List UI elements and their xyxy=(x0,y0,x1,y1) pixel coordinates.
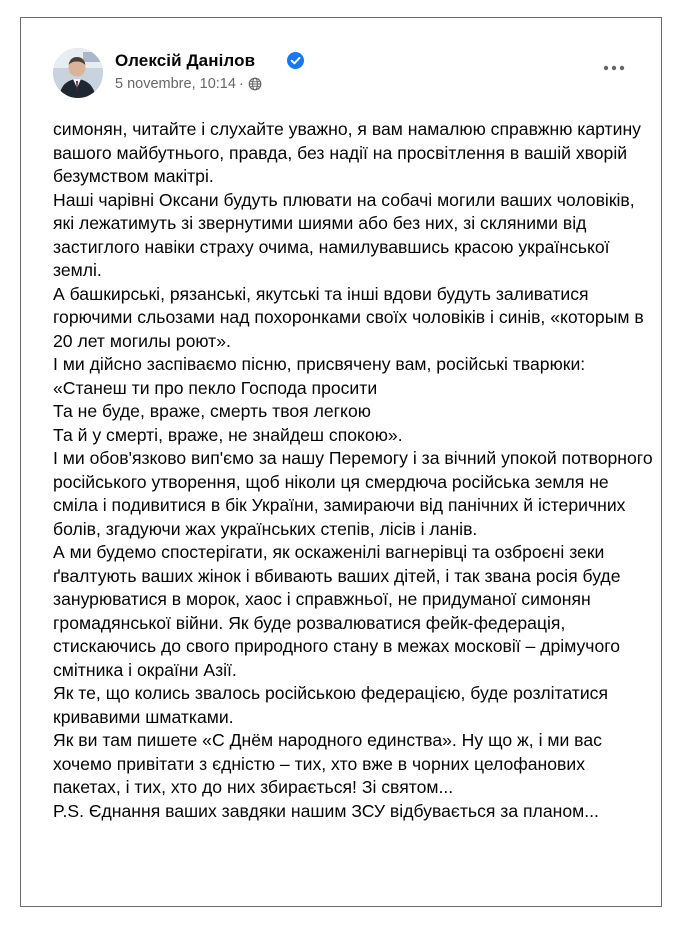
post-text: симонян, читайте і слухайте уважно, я вам намалюю справжню картину вашого майбутнього, правда, без надії на просвітлення в вашій хворій безумством макітрі. Наші чарівні Оксани будуть плювати на собачі могили ваших чоловіків, які лежатимуть зі звернутими шиями або без них, зі скляними від застиглого навіки страху очима, намилувавшись красою української землі. А башкирські, рязанські, якутські та інші вдови будуть заливатися горючими сльозами над похоронками своїх чоловіків і синів, «которым в 20 лет могилы роют». І ми дійсно заспіваємо пісню, присвячену вам, російські тварюки: «Станеш ти про пекло Господа просити Та не буде, враже, смерть твоя легкою Та й у смерті, враже, не знайдеш спокою». І ми обов'язково вип'ємо за нашу Перемогу і за вічний упокой потворного російського утворення, щоб ніколи ця смердюча російська земля не сміла і подивитися в бік України, замираючи від панічних й істеричних болів, згадуючи жах українських степів, лісів і ланів. А ми будемо спостерігати, як оскаженілі вагнерівці та озброєні зеки ґвалтують ваших жінок і вбивають ваших дітей, і так звана росія буде занурюватися в морок, хаос і справжньої, не придуманої симонян громадянської війни. Як буде розвалюватися фейк-федерація, стискаючись до свого природного стану в межах московії – дрімучого смітника і окраїни Азії. Як те, що колись звалось російською федерацією, буде розлітатися кривавими шматками. Як ви там пишете «С Днём народного единства». Ну що ж, і ми вас хочемо привітати з єдністю – тих, хто вже в чорних целофанових пакетах, і тих, хто до них збирається! Зі святом... P.S. Єднання ваших завдяки нашим ЗСУ відбувається за планом... xyxy=(53,119,653,821)
globe-icon[interactable] xyxy=(248,77,262,91)
author-name[interactable]: Олексій Данілов xyxy=(115,51,256,70)
more-options-icon xyxy=(599,58,629,78)
profile-photo xyxy=(53,48,103,98)
meta-separator: · xyxy=(238,76,244,93)
post-timestamp[interactable]: 5 novembre, 10:14 xyxy=(115,76,236,93)
more-options-button[interactable] xyxy=(599,58,629,78)
post-meta xyxy=(115,76,262,94)
verified-badge-icon xyxy=(287,52,304,69)
avatar[interactable] xyxy=(53,48,103,98)
post-header xyxy=(53,48,629,102)
post-card xyxy=(20,17,662,907)
